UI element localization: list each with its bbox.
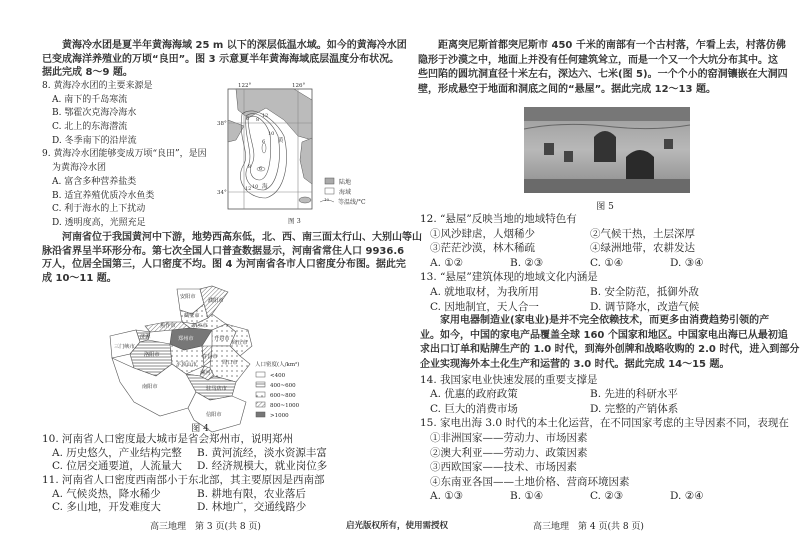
legend-sample: 10 [324,197,330,202]
figure-5-caption: 图 5 [596,202,614,212]
intro-line: 求出口订单和贴牌生产的 1.0 时代，到海外创牌和战略收购的 2.0 时代，进入到部分 [420,344,800,356]
isotherm-label: 6 [259,166,263,172]
option-c[interactable]: C. 因地制宜，天人合一 [430,300,539,313]
option-b[interactable]: B. 黄河流经，淡水资源丰富 [197,446,327,459]
question-8 [42,80,218,231]
option-b[interactable]: B. ①④ [510,490,544,503]
figure-caption: 图 3 [288,217,301,225]
city-label: 洛阳市 [144,352,160,358]
option-d[interactable]: D. 完整的产销体系 [590,402,679,415]
figure-3-map [214,80,384,230]
question-stem: 14. 我国家电业快速发展的重要支撑是 [420,373,598,386]
option-b[interactable]: B. 鄂霍次克海冷海水 [52,108,137,119]
intro-line: 黄海冷水团是夏半年黄海海域 25 m 以下的深层低温水域。如今的黄海冷水团 [62,40,407,51]
figure-5-photo [524,107,690,193]
question-stem: 12. “悬屋”反映当地的地域特色有 [420,213,577,225]
lat-label: 34° [217,190,227,196]
isotherm-label: 12 [245,186,252,192]
option-c[interactable]: C. ②③ [590,490,624,503]
option-c[interactable]: C. 巨大的消费市场 [430,402,518,415]
legend-land: 陆地 [339,179,352,186]
intro-line: 些凹陷的圆坑洞直径十米左右，深达六、七米(图 5)。一个个小的窑洞镶嵌在大洞四 [418,69,788,81]
option-a[interactable]: A. 南下的千岛寒流 [52,94,128,105]
city-label: 安阳市 [180,294,196,300]
option-d[interactable]: D. ③④ [670,256,704,269]
statement-2: ②澳大利亚——劳动力、政策因素 [430,446,588,459]
isotherm-label: 10 [268,131,275,137]
option-a[interactable]: A. 历史悠久，产业结构完整 [52,446,182,459]
left-intro-2 [42,231,422,286]
isotherm-label: 8 [248,164,252,170]
intro-line: 隐形于沙漠之中，地面上并没有任何建筑耸立，而是一个又一个大坑分布其中。这 [418,54,778,66]
lon-label: 122° [238,83,252,89]
option-b[interactable]: B. 先进的科研水平 [590,388,678,401]
option-d[interactable]: D. 调节降水，改造气候 [590,300,700,313]
statement-1: ①非洲国家——劳动力、市场因素 [430,431,588,444]
option-b[interactable]: B. 安全防范，抵御外敌 [590,285,699,298]
city-label: 郑州市 [178,336,194,342]
questions-12-15 [420,212,800,504]
statement-3: ③西欧国家——技术、市场因素 [430,461,577,474]
right-page-footer: 高三地理 第 4 页(共 8 页) [533,522,644,532]
sea-label: 黄 [278,138,284,144]
intro-line: 脉沿省界呈半环形分布。第七次全国人口普查数据显示，河南省常住人口 9936.6 [42,245,405,257]
intro-line: 已变成海洋养殖业的万顷“良田”。图 3 示意夏半年黄海海域底层温度分布状况。 [42,53,400,65]
option-c[interactable]: C. 位居交通要道，人流量大 [52,460,182,473]
city-label: 平顶山市 [176,362,197,368]
statement-2: ②气候干热，土层深厚 [590,227,695,240]
right-intro-1 [418,39,788,97]
intro-line: 企业实现海外本土化生产和运营的 3.0 时代。据此完成 14～15 题。 [420,358,730,370]
question-stem-cont: 为黄海冷水团 [52,163,107,174]
option-a[interactable]: A. 气候炎热，降水稀少 [52,487,161,500]
figure-4-map [100,284,330,434]
isotherm-label: 8 [256,117,260,123]
option-b[interactable]: B. ②③ [510,256,544,269]
statement-3: ③茫茫沙漠，林木稀疏 [430,242,535,255]
legend-title: 人口密度(人/km²) [255,362,300,368]
legend-sea: 海域 [339,189,352,196]
option-d[interactable]: D. 透明度高，光照充足 [52,217,146,228]
question-stem: 10. 河南省人口密度最大城市是省会郑州市，说明郑州 [42,433,294,445]
option-c[interactable]: C. 多山地，开发难度大 [52,501,161,514]
option-a[interactable]: A. ①③ [430,490,464,503]
city-label: 濮阳市 [208,298,224,304]
intro-line: 成 10～11 题。 [42,273,117,285]
city-label: 三门峡市 [114,344,135,350]
intro-line: 河南省位于我国黄河中下游，地势西高东低，北、西、南三面太行山、大别山等山 [62,232,422,243]
option-d[interactable]: D. ②④ [670,490,704,503]
city-label: 漯河 [200,370,211,376]
question-stem: 13. “悬屋”建筑体现的地域文化内涵是 [420,271,598,284]
figure-4-caption: 图 4 [191,424,209,434]
option-b[interactable]: B. 适宜养殖优质冷水鱼类 [52,190,155,201]
option-c[interactable]: C. ①④ [590,256,624,269]
city-label: 商丘市 [232,340,248,346]
lon-label: 126° [292,83,306,89]
option-c[interactable]: C. 利于海水的上下扰动 [52,204,146,215]
legend-item: 600~800 [270,393,296,399]
legend-item: >1000 [270,413,289,419]
question-stem: 8. 黄海冷水团的主要来源是 [42,81,153,91]
intro-line: 据此完成 8～9 题。 [42,67,133,79]
question-stem: 15. 家电出海 3.0 时代的本土化运营，在不同国家考虑的主导因素不同，表现在 [420,417,789,430]
city-label: 新乡市 [192,323,208,329]
intro-line: 业。如今，中国的家电产品覆盖全球 160 个国家和地区。中国家电出海已从最初追 [420,329,788,341]
intro-line: 壁，形成悬空于地面和洞底之间的“悬屋”。据此完成 12～13 题。 [418,83,716,95]
intro-line: 家用电器制造业(家电业)是并不完全依赖技术，而更多由消费趋势引领的产 [440,315,770,327]
isotherm-label: 10 [252,184,259,190]
option-d[interactable]: D. 林地广，交通线路少 [197,501,307,514]
isotherm-label: 12 [262,113,269,119]
legend-isotherm: 等温线/°C [338,199,366,206]
city-label: 南阳市 [142,384,158,390]
lat-label: 38° [217,121,227,127]
legend-item: <400 [270,373,286,379]
city-label: 驻马店市 [206,386,227,392]
city-label: 焦作市 [160,323,176,329]
option-a[interactable]: A. 富含多种营养盐类 [52,176,137,187]
city-label: 开封市 [214,336,230,342]
question-stem: 9. 黄海冷水团能够变成万顷“良田”，是因 [42,149,207,160]
legend-item: 800~1000 [270,403,300,409]
left-intro-1 [42,39,407,80]
city-label: 许昌市 [202,354,218,360]
isotherm-label: 6 [246,116,250,122]
option-b[interactable]: B. 耕地有限，农业落后 [197,487,306,500]
questions-10-11 [42,433,342,515]
city-label: 济源 [140,334,151,340]
statement-1: ①风沙肆虐，人烟稀少 [430,227,535,240]
left-page-footer: 高三地理 第 3 页(共 8 页) [150,522,261,532]
option-d[interactable]: D. 经济规模大，就业岗位多 [197,460,328,473]
sea-label: 海 [262,184,268,190]
option-a[interactable]: A. 就地取材，为我所用 [430,285,539,298]
statement-4: ④绿洲地带，农耕发达 [590,242,695,255]
legend-item: 400~600 [270,383,296,389]
option-c[interactable]: C. 北上的东海潜流 [52,122,128,133]
option-d[interactable]: D. 冬季南下的沿岸流 [52,135,137,146]
city-label: 周口市 [222,360,238,366]
intro-line: 万人，位居全国第三，人口密度不均。图 4 为河南省各市人口密度分布图。据此完 [42,259,406,271]
statement-4: ④东南亚各国——土地价格、营商环境因素 [430,475,630,488]
city-label: 信阳市 [206,412,222,418]
copyright-notice: 启光版权所有，使用需授权 [346,521,449,531]
option-a[interactable]: A. ①② [430,256,464,269]
isotherm-label: 6 [262,139,266,145]
question-stem: 11. 河南省人口密度西南部小于东北部，其主要原因是西南部 [42,474,325,487]
option-a[interactable]: A. 优惠的政府政策 [430,388,518,401]
intro-line: 距离突尼斯首都突尼斯市 450 千米的南部有一个古村落，乍看上去，村落仿佛 [438,40,786,51]
city-label: 鹤壁市 [184,313,200,319]
